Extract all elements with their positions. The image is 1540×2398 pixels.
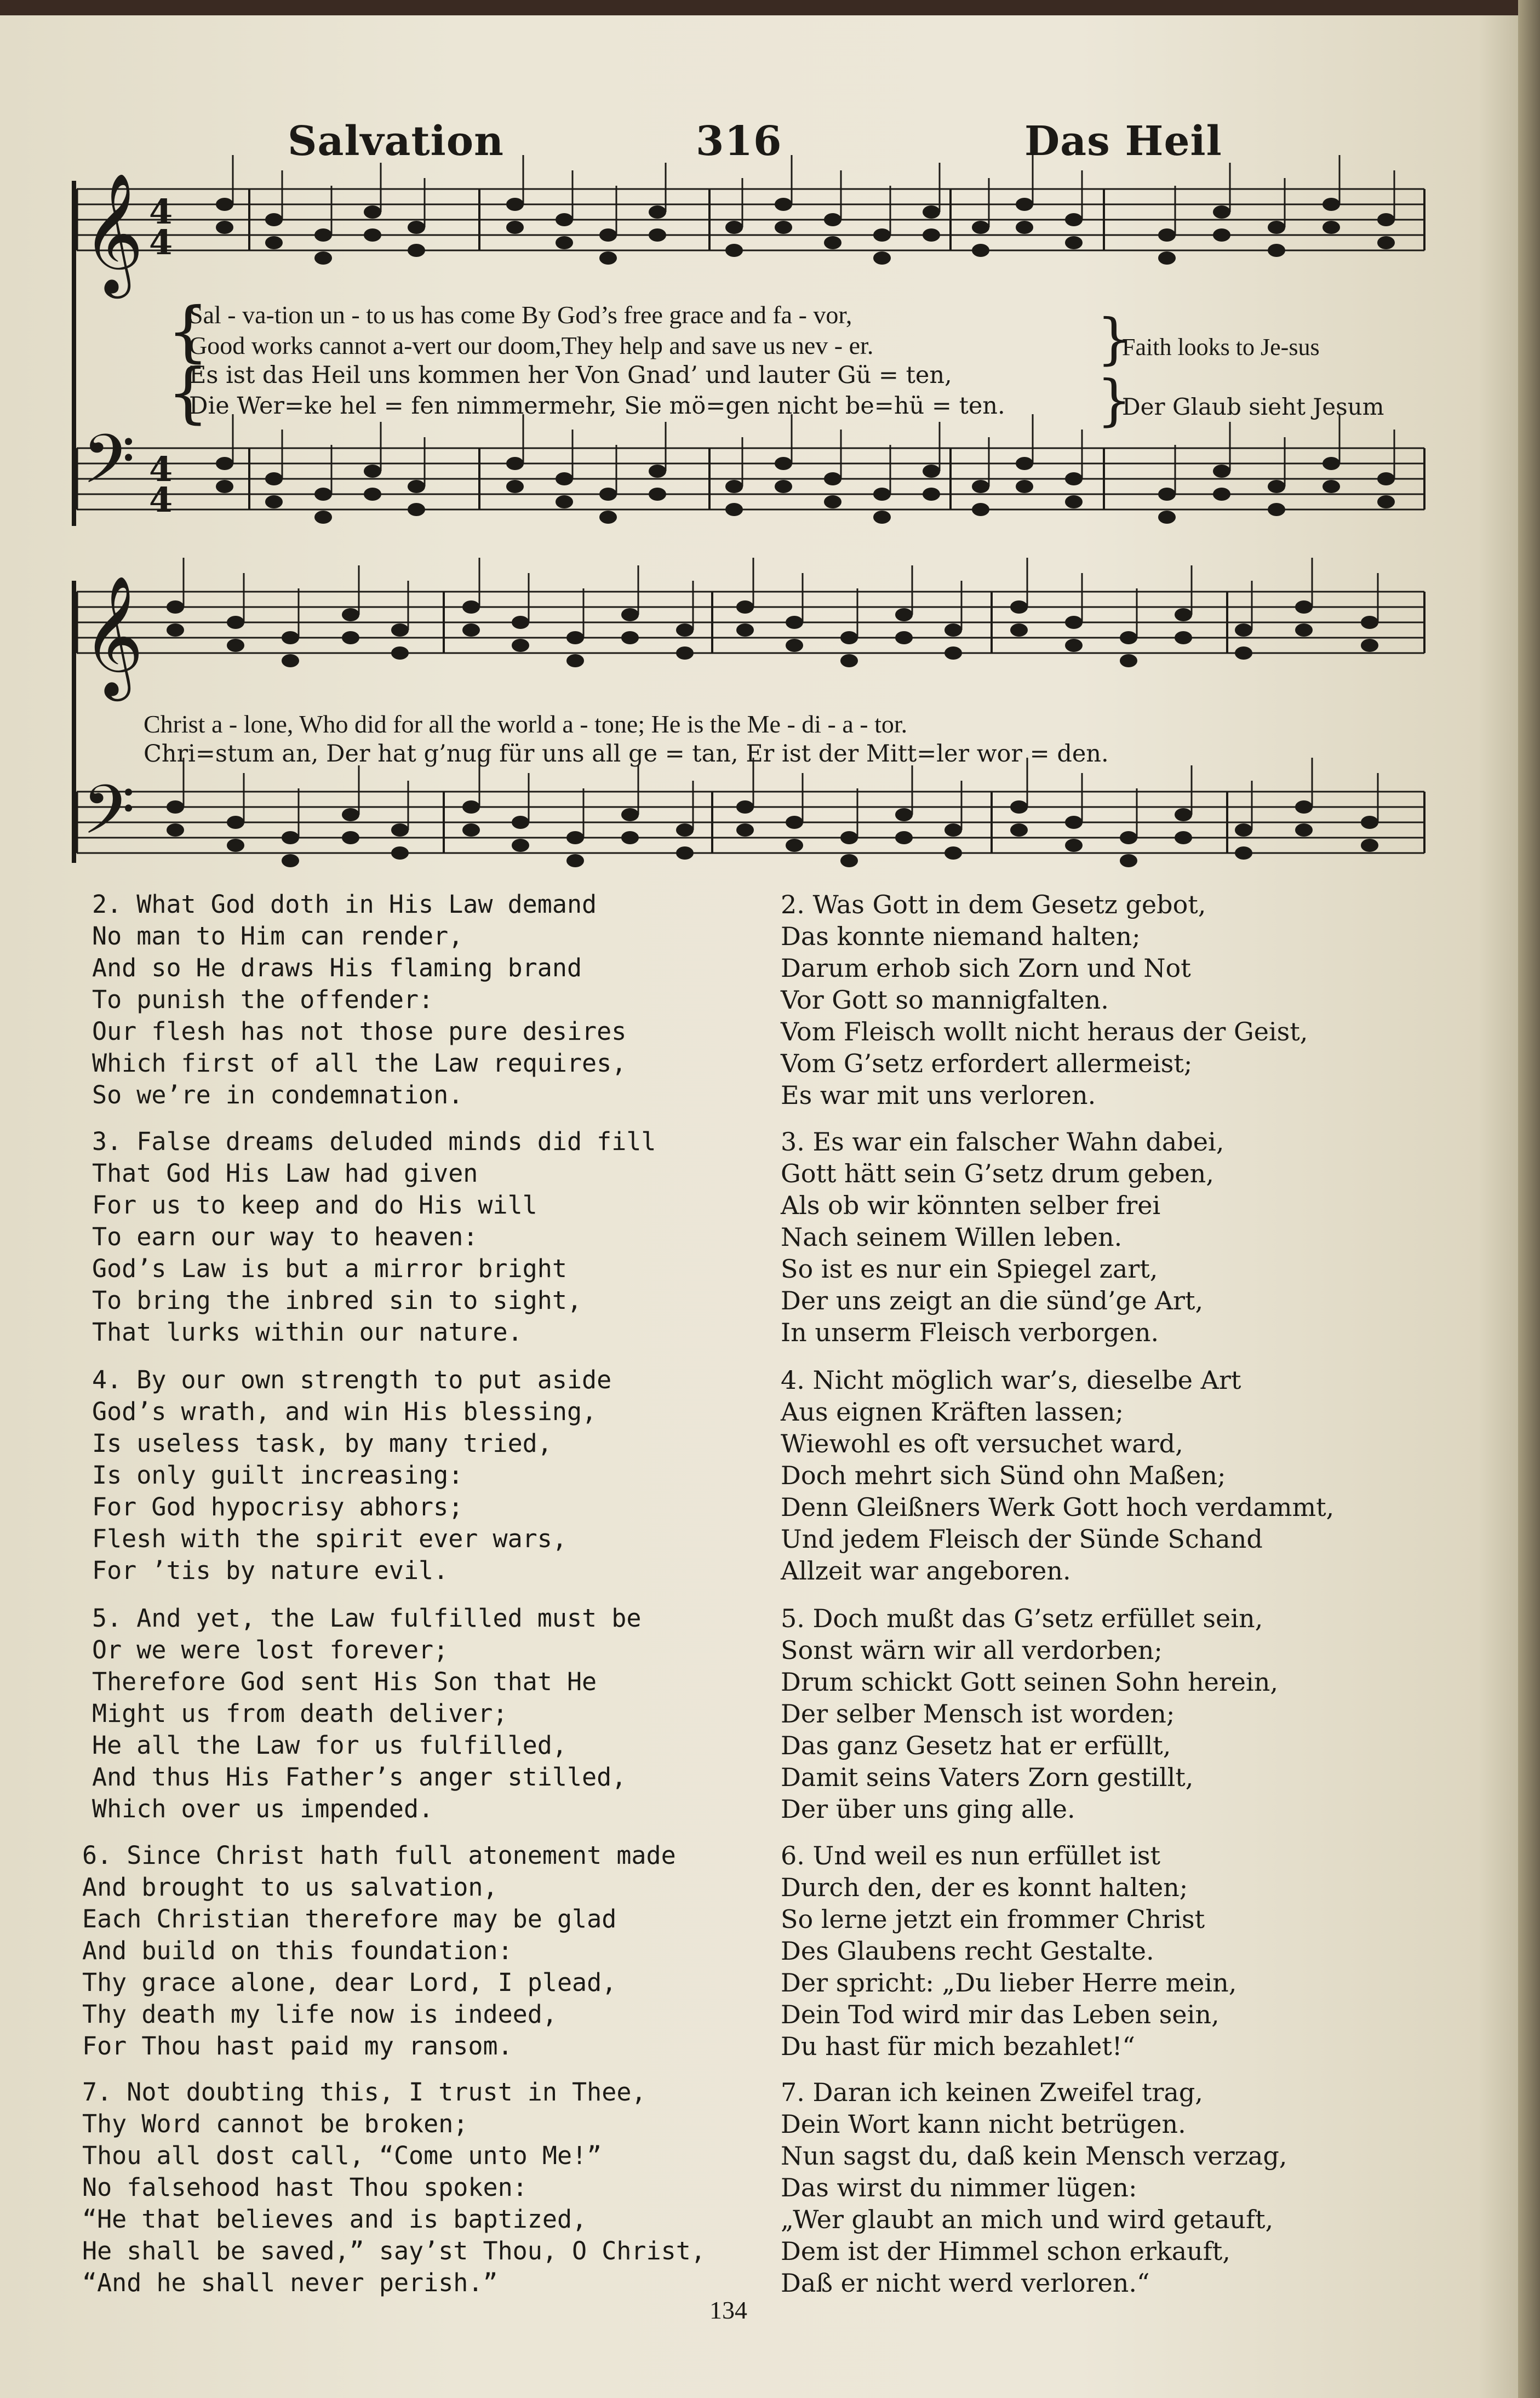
note-head [1065, 236, 1083, 249]
note-head [873, 511, 891, 524]
note-head [566, 831, 584, 844]
note-head [944, 623, 962, 637]
note-head [342, 808, 359, 821]
note-head [1268, 503, 1285, 516]
note-head [1323, 480, 1340, 493]
note-head [1268, 480, 1285, 493]
note-head [1065, 839, 1083, 852]
lyric-line-de-3: Chri=stum an, Der hat g’nug für uns all ge = tan, Er ist der Mitt=ler wor = den. [144, 740, 1109, 768]
note-head [227, 616, 244, 629]
note-head [725, 244, 743, 257]
note-head [1065, 616, 1083, 629]
note-head [506, 480, 524, 493]
note-head [566, 854, 584, 867]
stanza-en-2: 2. What God doth in His Law demand No man to Him can render, And so He draws His flaming brand To punish the offender: Our flesh has not those pure desires Which first of all the Law requires, So we’re in condemnation. [92, 890, 627, 1109]
note-head [265, 236, 283, 249]
treble-clef-1: 𝄞 [82, 172, 144, 293]
note-head [506, 198, 524, 211]
note-head [1065, 472, 1083, 485]
note-head [462, 823, 480, 837]
note-head [1120, 854, 1137, 867]
note-head [1010, 800, 1028, 814]
note-head [391, 623, 409, 637]
note-head [342, 831, 359, 844]
stanza-en-5: 5. And yet, the Law fulfilled must be Or we were lost forever; Therefore God sent His Son that He Might us from death deliver; He all the Law for us fulfilled, And thus His Father’s anger stilled, Which over us impended. [92, 1604, 642, 1823]
note-head [599, 511, 617, 524]
note-head [364, 205, 381, 219]
note-head [725, 503, 743, 516]
stanza-de-6: 6. Und weil es nun erfüllet ist Durch den, der es konnt halten; So lerne jetzt ein frommer Christ Des Glaubens recht Gestalte. Der spricht: „Du lieber Herre mein, Dein Tod wird mir das Leben sein, Du hast für mich bezahlet!“ [781, 1841, 1237, 2061]
refrain-brace-de: } [1097, 368, 1132, 432]
note-head [840, 654, 858, 667]
note-head [786, 816, 803, 829]
note-head [1361, 616, 1378, 629]
note-head [314, 251, 332, 265]
note-head [566, 631, 584, 644]
note-head [840, 831, 858, 844]
note-head [895, 631, 913, 644]
note-head [314, 511, 332, 524]
note-head [775, 221, 792, 234]
note-head [265, 213, 283, 226]
note-head [824, 236, 841, 249]
note-head [1175, 631, 1192, 644]
note-head [512, 816, 529, 829]
note-head [736, 823, 754, 837]
note-head [1016, 221, 1033, 234]
note-head [972, 480, 989, 493]
note-head [621, 808, 639, 821]
note-head [506, 457, 524, 470]
note-head [364, 228, 381, 242]
note-head [944, 646, 962, 660]
note-head [1010, 823, 1028, 837]
note-head [1016, 198, 1033, 211]
note-head [649, 488, 666, 501]
note-head [736, 600, 754, 614]
note-head [840, 854, 858, 867]
lyrics-brace-de: { [167, 355, 209, 431]
lyric-line-en-3: Christ a - lone, Who did for all the world a - tone; He is the Me - di - a - tor. [144, 710, 908, 738]
note-head [556, 236, 573, 249]
stanza-de-3: 3. Es war ein falscher Wahn dabei, Gott hätt sein G’setz drum geben, Als ob wir könnten selber frei Nach seinem Willen leben. So ist es nur ein Spiegel zart, Der uns zeigt an die sünd’ge Art, In unserm Fleisch verborgen. [781, 1127, 1224, 1347]
bass-clef-2: 𝄢 [82, 771, 135, 866]
note-head [408, 244, 425, 257]
note-head [216, 198, 233, 211]
note-head [1213, 488, 1230, 501]
note-head [408, 221, 425, 234]
note-head [1377, 495, 1395, 508]
note-head [1323, 198, 1340, 211]
note-head [1213, 228, 1230, 242]
note-head [364, 465, 381, 478]
note-head [1158, 251, 1176, 265]
note-head [216, 480, 233, 493]
note-head [873, 251, 891, 265]
note-head [506, 221, 524, 234]
stanza-de-7: 7. Daran ich keinen Zweifel trag, Dein Wort kann nicht betrügen. Nun sagst du, daß kein Mensch verzag, Das wirst du nimmer lügen: „Wer glaubt an mich und wird getauft, Dem ist der Himmel schon erkauft, Daß er nicht werd verloren.“ [781, 2077, 1287, 2298]
note-head [736, 800, 754, 814]
time-sig-bottom-bass: 4 [149, 480, 173, 520]
stanza-en-6: 6. Since Christ hath full atonement made And brought to us salvation, Each Christian therefore may be glad And build on this foundation: Thy grace alone, dear Lord, I plead, Thy death my life now is indeed, For Thou hast paid my ransom. [82, 1841, 676, 2061]
stanza-en-3: 3. False dreams deluded minds did fill That God His Law had given For us to keep and do His will To earn our way to heaven: God’s Law is but a mirror bright To bring the inbred sin to sight, That lurks within our nature. [92, 1127, 656, 1347]
refrain-en: Faith looks to Je-sus [1122, 334, 1320, 360]
note-head [167, 623, 184, 637]
note-head [1010, 623, 1028, 637]
note-head [1065, 816, 1083, 829]
note-head [1120, 831, 1137, 844]
note-head [1016, 457, 1033, 470]
note-head [944, 823, 962, 837]
time-sig-bottom-treble: 4 [149, 222, 173, 262]
note-head [599, 488, 617, 501]
note-head [1175, 831, 1192, 844]
note-head [364, 488, 381, 501]
note-head [895, 808, 913, 821]
title-english: Salvation [288, 118, 504, 165]
note-head [556, 472, 573, 485]
note-head [1235, 823, 1252, 837]
note-head [725, 480, 743, 493]
stanza-en-7: 7. Not doubting this, I trust in Thee, Thy Word cannot be broken; Thou all dost call, “Come unto Me!” No falsehood hast Thou spoken: “He that believes and is baptized, He shall be saved,” say’st Thou, O Christ, “And he shall never perish.” [82, 2077, 706, 2297]
note-head [227, 816, 244, 829]
refrain-de: Der Glaub sieht Jesum [1122, 393, 1384, 420]
note-head [566, 654, 584, 667]
note-head [972, 244, 989, 257]
note-head [1268, 244, 1285, 257]
note-head [512, 616, 529, 629]
note-head [923, 205, 940, 219]
note-head [1175, 808, 1192, 821]
note-head [391, 646, 409, 660]
note-head [944, 846, 962, 860]
hymn-number: 316 [696, 118, 782, 165]
note-head [786, 839, 803, 852]
note-head [282, 831, 299, 844]
note-head [1158, 488, 1176, 501]
note-head [1010, 600, 1028, 614]
note-head [775, 457, 792, 470]
stanza-en-4: 4. By our own strength to put aside God’s wrath, and win His blessing, Is useless task, by many tried, Is only guilt increasing: For God hypocrisy abhors; Flesh with the spirit ever wars, For ’tis by nature evil. [92, 1365, 612, 1585]
note-head [1377, 213, 1395, 226]
lyric-line-en-1: Sal - va-tion un - to us has come By God’s free grace and fa - vor, [189, 301, 852, 329]
note-head [391, 846, 409, 860]
note-head [649, 205, 666, 219]
stanza-de-5: 5. Doch mußt das G’setz erfüllet sein, Sonst wärn wir all verdorben; Drum schickt Gott seinen Sohn herein, Der selber Mensch ist worden; Das ganz Gesetz hat er erfüllt, Damit seins Vaters Zorn gestillt, Der über uns ging alle. [781, 1604, 1278, 1824]
note-head [621, 831, 639, 844]
note-head [1295, 823, 1313, 837]
note-head [1065, 213, 1083, 226]
note-head [216, 457, 233, 470]
note-head [408, 503, 425, 516]
note-head [1295, 600, 1313, 614]
clefs [82, 172, 144, 866]
note-head [676, 823, 694, 837]
note-head [840, 631, 858, 644]
note-head [462, 600, 480, 614]
lyric-line-de-2: Die Wer=ke hel = fen nimmermehr, Sie mö=gen nicht be=hü = ten. [189, 392, 1005, 420]
note-head [265, 472, 283, 485]
note-head [736, 623, 754, 637]
time-sig-top-bass: 4 [149, 449, 173, 489]
note-head [599, 251, 617, 265]
note-head [599, 228, 617, 242]
lyric-line-en-2: Good works cannot a-vert our doom,They help and save us nev - er. [189, 331, 874, 359]
note-head [775, 480, 792, 493]
note-head [391, 823, 409, 837]
note-head [923, 228, 940, 242]
note-head [1361, 639, 1378, 652]
lyrics-brace-en: { [167, 294, 209, 370]
note-head [1235, 846, 1252, 860]
note-head [676, 623, 694, 637]
note-head [621, 608, 639, 621]
page-number: 134 [709, 2296, 747, 2324]
note-head [649, 465, 666, 478]
title-german: Das Heil [1024, 118, 1222, 165]
note-head [1016, 480, 1033, 493]
note-head [167, 600, 184, 614]
note-head [824, 495, 841, 508]
note-head [282, 654, 299, 667]
note-head [462, 623, 480, 637]
note-head [342, 631, 359, 644]
note-head [1120, 631, 1137, 644]
note-head [1158, 228, 1176, 242]
note-head [227, 839, 244, 852]
note-head [972, 221, 989, 234]
note-head [775, 198, 792, 211]
note-head [1361, 839, 1378, 852]
note-head [786, 639, 803, 652]
note-head [1213, 465, 1230, 478]
note-head [923, 488, 940, 501]
stanza-de-2: 2. Was Gott in dem Gesetz gebot, Das konnte niemand halten; Darum erhob sich Zorn und Not Vor Gott so mannigfalten. Vom Fleisch wollt nicht heraus der Geist, Vom G’setz erfordert allermeist; Es war mit uns verloren. [781, 890, 1308, 1110]
note-head [1268, 221, 1285, 234]
note-head [824, 213, 841, 226]
note-head [282, 631, 299, 644]
refrain-brace-en: } [1097, 307, 1132, 371]
note-head [265, 495, 283, 508]
note-head [621, 631, 639, 644]
note-head [1323, 457, 1340, 470]
note-head [1377, 472, 1395, 485]
note-head [556, 495, 573, 508]
note-head [1065, 639, 1083, 652]
note-head [512, 639, 529, 652]
note-head [167, 823, 184, 837]
note-head [1323, 221, 1340, 234]
stanza-de-4: 4. Nicht möglich war’s, dieselbe Art Aus eignen Kräften lassen; Wiewohl es oft versuchet ward, Doch mehrt sich Sünd ohn Maßen; Denn Gleißners Werk Gott hoch verdammt, Und jedem Fleisch der Sünde Schand Allzeit war angeboren. [781, 1365, 1335, 1586]
note-head [1235, 646, 1252, 660]
note-head [512, 839, 529, 852]
note-head [895, 608, 913, 621]
treble-clef-2: 𝄞 [82, 575, 144, 696]
music-notation [0, 0, 1540, 904]
note-head [676, 846, 694, 860]
note-head [1175, 608, 1192, 621]
note-head [824, 472, 841, 485]
lyric-line-de-1: Es ist das Heil uns kommen her Von Gnad’ und lauter Gü = ten, [189, 362, 952, 389]
note-head [1377, 236, 1395, 249]
note-head [873, 488, 891, 501]
note-head [1213, 205, 1230, 219]
note-head [1065, 495, 1083, 508]
note-head [314, 228, 332, 242]
note-head [676, 646, 694, 660]
note-head [342, 608, 359, 621]
note-head [1361, 816, 1378, 829]
note-head [556, 213, 573, 226]
note-head [462, 800, 480, 814]
note-head [895, 831, 913, 844]
note-head [216, 221, 233, 234]
bass-clef-1: 𝄢 [82, 420, 135, 516]
note-head [873, 228, 891, 242]
note-head [408, 480, 425, 493]
note-head [1295, 800, 1313, 814]
note-head [725, 221, 743, 234]
note-head [972, 503, 989, 516]
note-head [1295, 623, 1313, 637]
note-head [314, 488, 332, 501]
note-head [923, 465, 940, 478]
note-head [1120, 654, 1137, 667]
note-head [227, 639, 244, 652]
time-sig-top-treble: 4 [149, 192, 173, 232]
note-head [167, 800, 184, 814]
note-head [282, 854, 299, 867]
note-head [786, 616, 803, 629]
note-head [1158, 511, 1176, 524]
note-head [649, 228, 666, 242]
note-head [1235, 623, 1252, 637]
